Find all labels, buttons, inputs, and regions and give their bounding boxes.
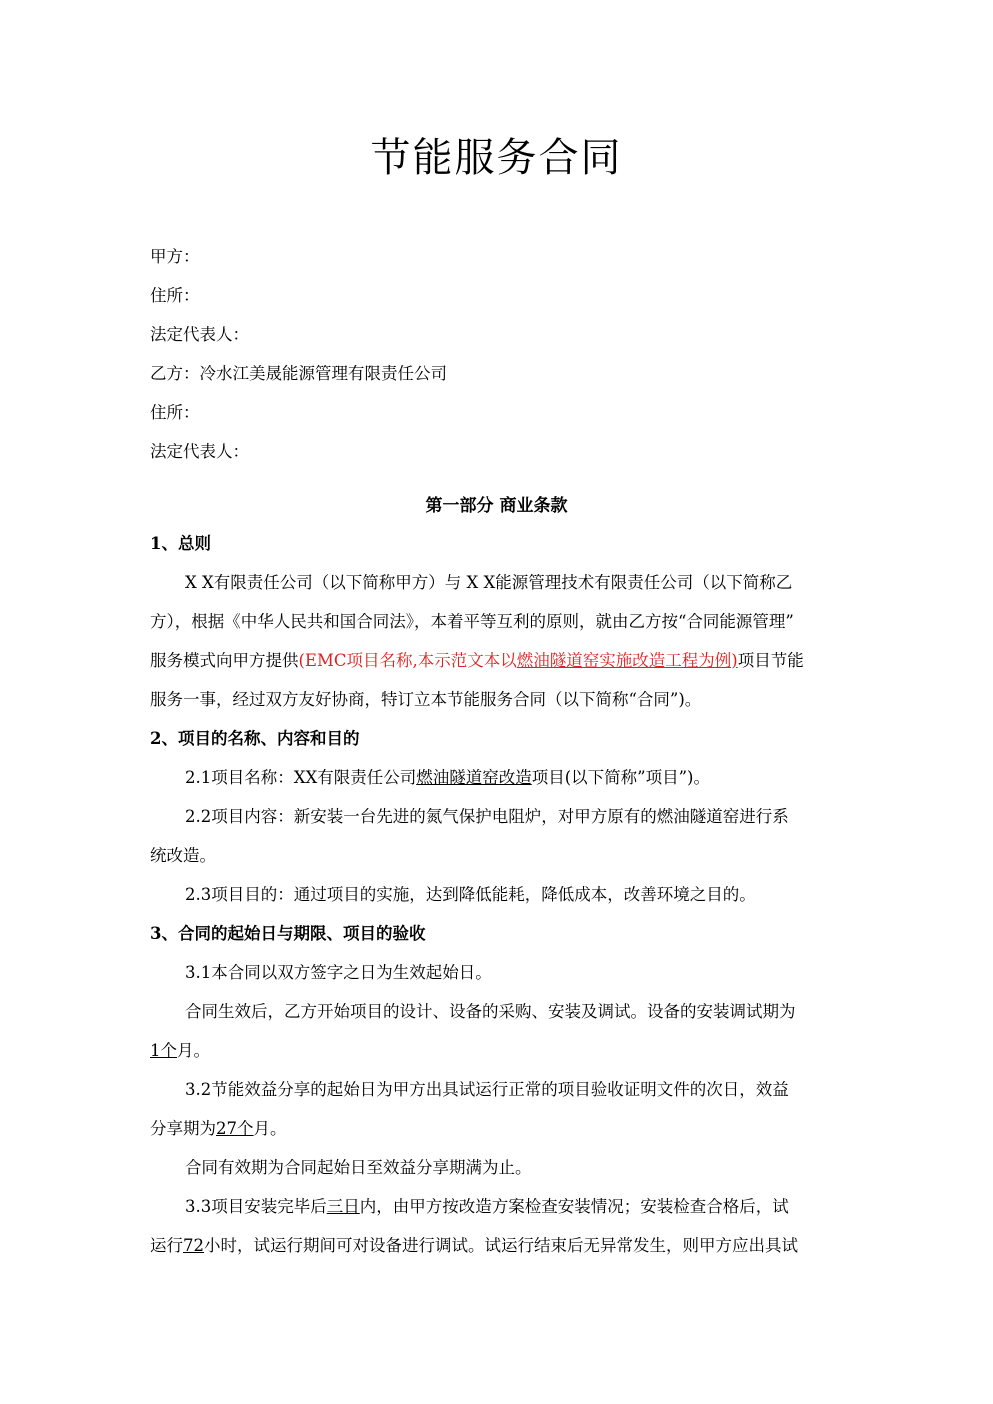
s3-item-2: 3.2节能效益分享的起始日为甲方出具试运行正常的项目验收证明文件的次日，效益 xyxy=(185,1080,789,1099)
party-b-name: 冷水江美晟能源管理有限责任公司 xyxy=(199,364,447,383)
s2-text: 项目(以下简称”项目”)。 xyxy=(531,768,710,787)
party-b-line xyxy=(150,362,850,386)
s2-item-2: 2.2项目内容：新安装一台先进的氮气保护电阻炉，对甲方原有的燃油隧道窑进行系 xyxy=(185,807,789,826)
section-2-heading: 2、项目的名称、内容和目的 xyxy=(150,729,360,748)
install-period-value: 1个 xyxy=(150,1041,177,1060)
s3-text: 月。 xyxy=(253,1119,287,1138)
s2-item-1 xyxy=(185,766,885,790)
party-a-label: 甲方： xyxy=(150,247,200,266)
s3-paragraph-cont xyxy=(150,1039,850,1063)
s1-paragraph-line xyxy=(150,649,850,673)
s3-text: 小时，试运行期间可对设备进行调试。试运行结束后无异常发生，则甲方应出具试 xyxy=(204,1236,798,1255)
s2-item-3: 2.3项目目的：通过项目的实施，达到降低能耗，降低成本，改善环境之目的。 xyxy=(185,885,756,904)
section-3-heading: 3、合同的起始日与期限、项目的验收 xyxy=(150,924,426,943)
party-b-label: 乙方： xyxy=(150,364,200,383)
s3-text: 月。 xyxy=(177,1041,210,1060)
party-a-rep-label: 法定代表人： xyxy=(150,325,249,344)
project-name-underlined: 燃油隧道窑改造 xyxy=(416,768,532,787)
s3-paragraph-validity: 合同有效期为合同起始日至效益分享期满为止。 xyxy=(185,1158,532,1177)
s1-paragraph-line: X X有限责任公司（以下简称甲方）与 X X能源管理技术有限责任公司（以下简称乙 xyxy=(185,573,793,592)
document-title: 节能服务合同 xyxy=(370,135,623,181)
inspection-days-value: 三日 xyxy=(326,1197,360,1216)
s3-text: 运行 xyxy=(150,1236,183,1255)
s3-text: 内，由甲方按改造方案检查安装情况；安装检查合格后，试 xyxy=(359,1197,789,1216)
s3-item-3-cont xyxy=(150,1234,850,1258)
party-b-address-label: 住所： xyxy=(150,403,200,422)
party-a-address-label: 住所： xyxy=(150,286,200,305)
s3-paragraph: 合同生效后，乙方开始项目的设计、设备的采购、安装及调试。设备的安装调试期为 xyxy=(185,1002,796,1021)
part1-title: 第一部分 商业条款 xyxy=(425,496,568,516)
s1-text: 项目节能 xyxy=(737,651,804,670)
s1-text: 服务模式向甲方提供 xyxy=(150,651,299,670)
project-example-placeholder: 燃油隧道窑实施改造工程为例) xyxy=(516,651,738,670)
sharing-period-value: 27个 xyxy=(216,1119,254,1138)
s3-item-3 xyxy=(185,1195,885,1219)
s1-paragraph-line: 方），根据《中华人民共和国合同法》，本着平等互利的原则，就由乙方按“合同能源管理” xyxy=(150,612,794,631)
s2-text: 2.1项目名称：XX有限责任公司 xyxy=(185,768,417,787)
s1-paragraph-line: 服务一事，经过双方友好协商，特订立本节能服务合同（以下简称“合同”)。 xyxy=(150,690,702,709)
s3-item-1: 3.1本合同以双方签字之日为生效起始日。 xyxy=(185,963,492,982)
s3-text: 3.3项目安装完毕后 xyxy=(185,1197,327,1216)
trial-hours-value: 72 xyxy=(183,1236,204,1255)
project-name-placeholder: (EMC项目名称,本示范文本以 xyxy=(298,651,517,670)
s3-text: 分享期为 xyxy=(150,1119,216,1138)
s2-item-2-cont: 统改造。 xyxy=(150,846,216,865)
section-1-heading: 1、总则 xyxy=(150,534,211,553)
party-b-rep-label: 法定代表人： xyxy=(150,442,249,461)
s3-item-2-cont xyxy=(150,1117,850,1141)
